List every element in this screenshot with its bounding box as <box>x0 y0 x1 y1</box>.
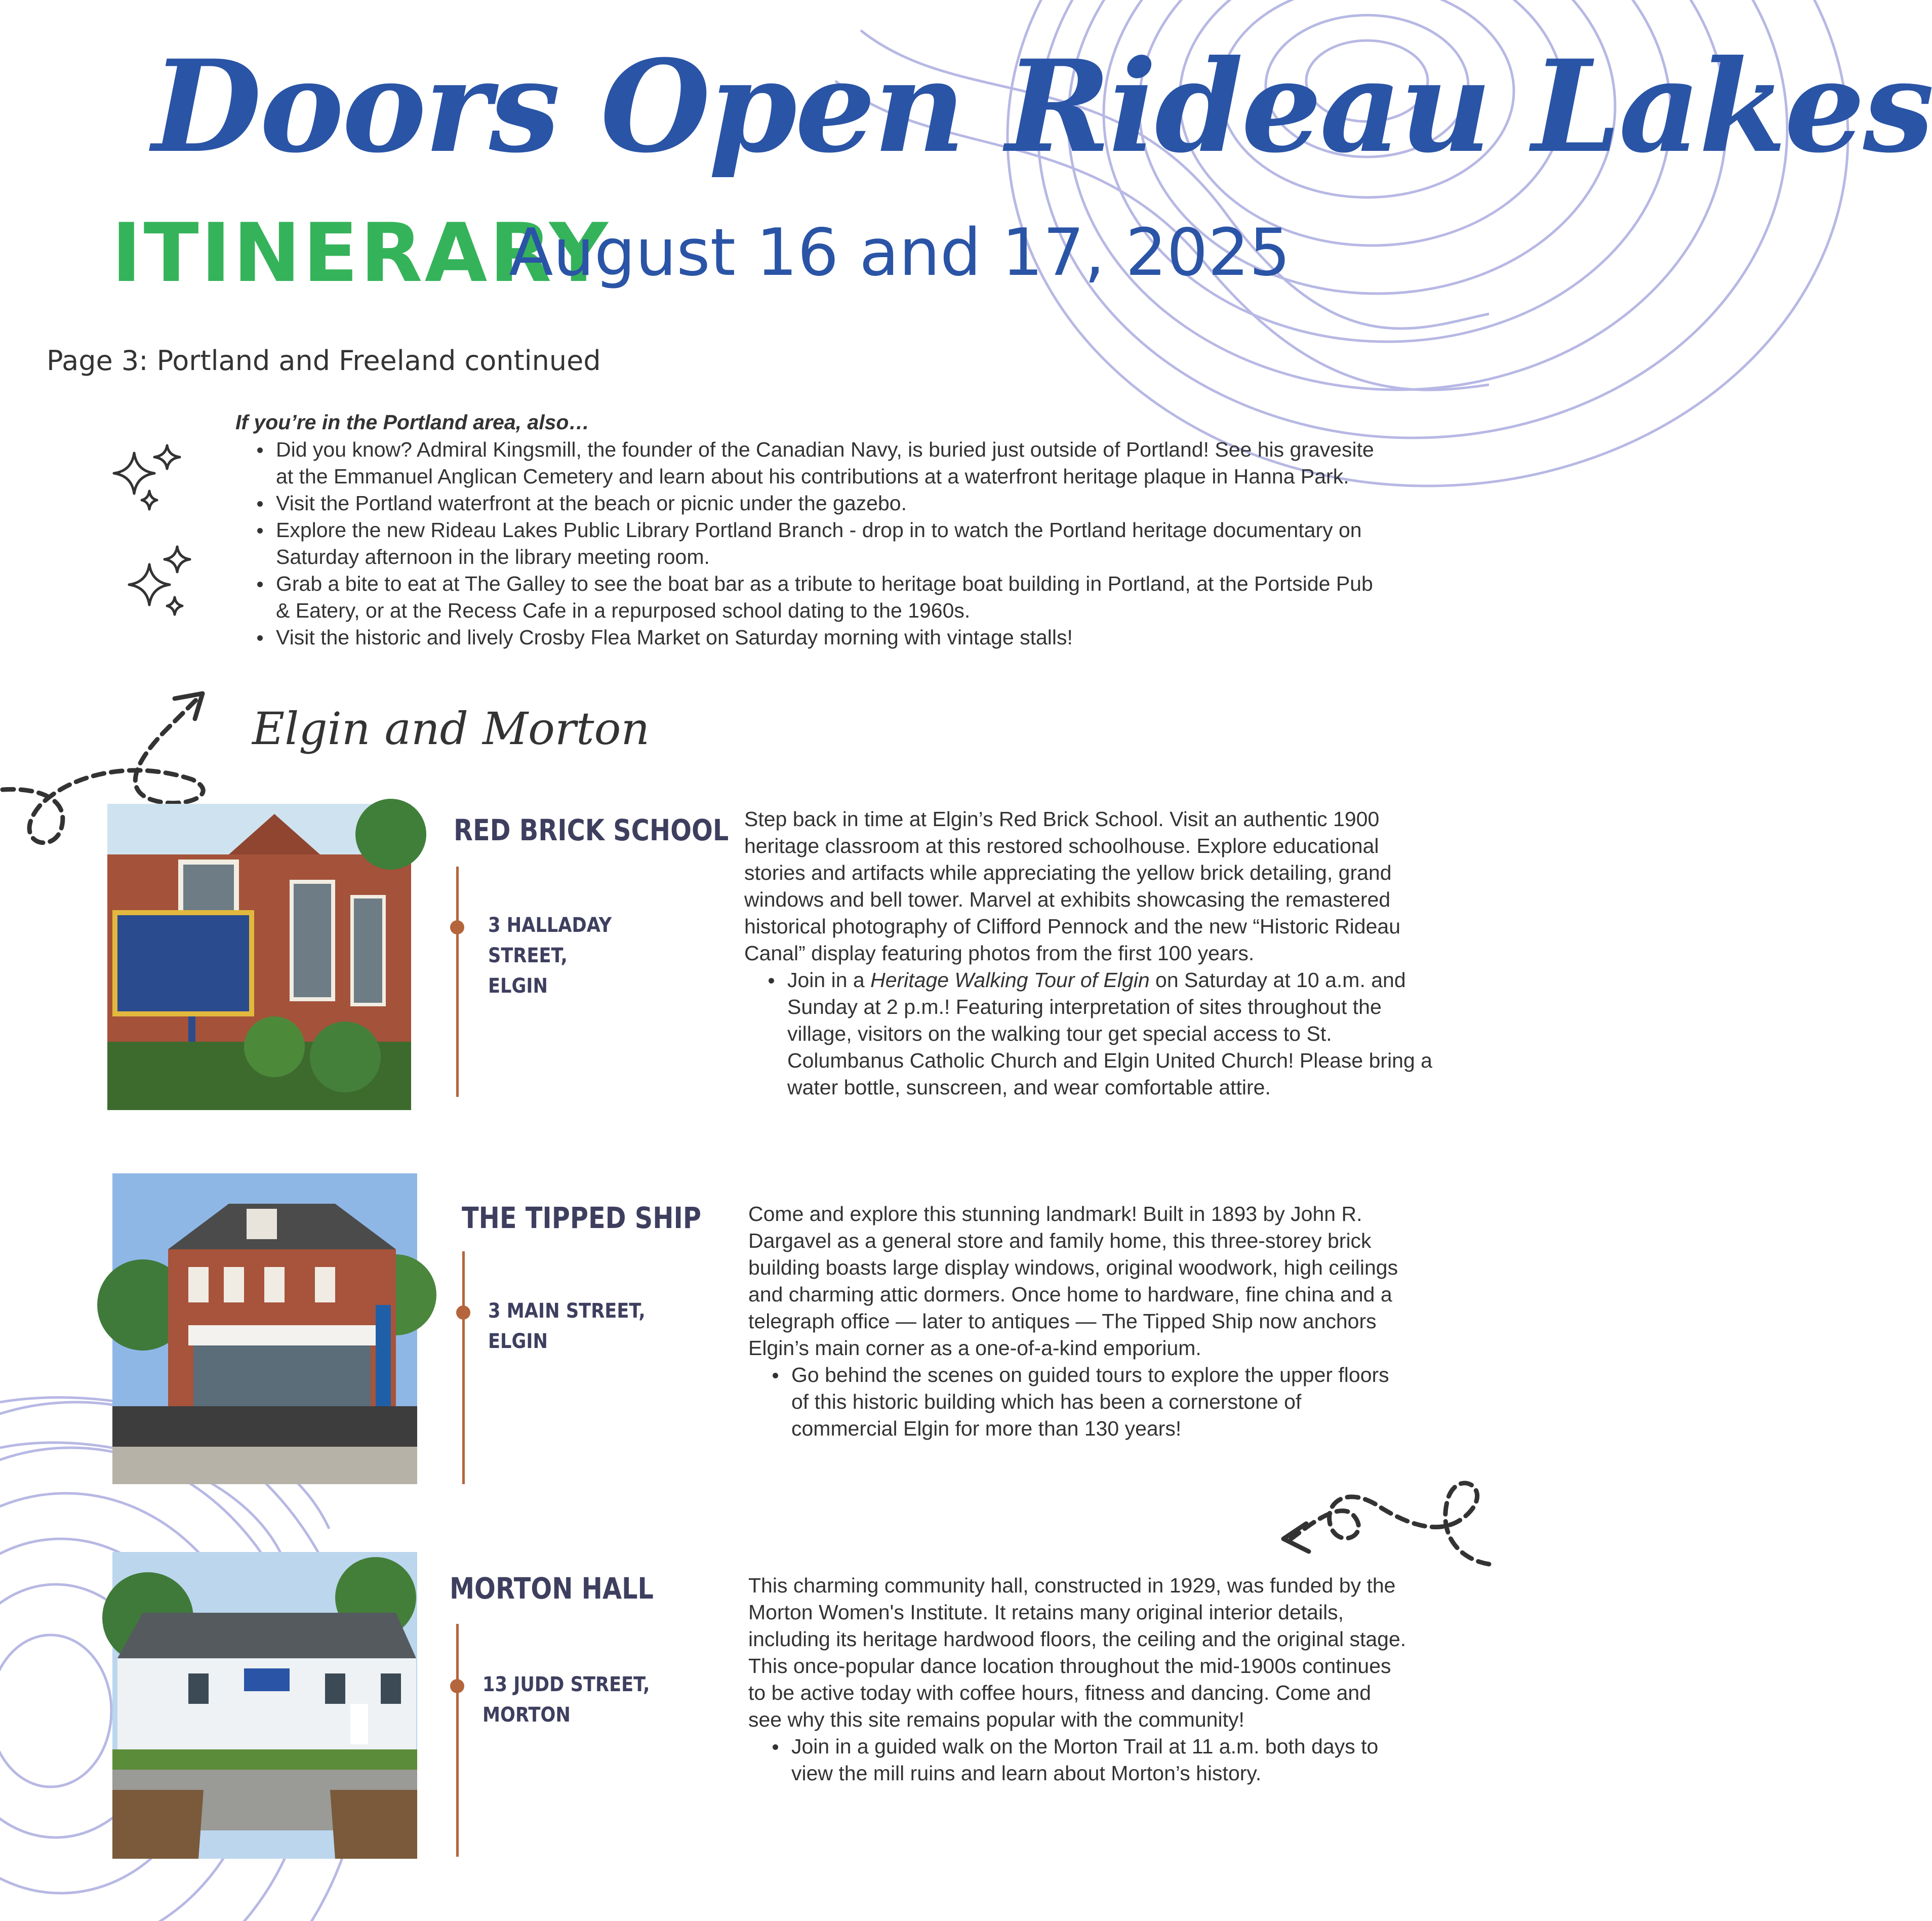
event-dates: August 16 and 17, 2025 <box>509 215 1291 291</box>
list-item: Explore the new Rideau Lakes Public Library Portland Branch - drop in to watch the Portland heritage documentary on Saturday afternoon in the library meeting room. <box>253 517 1387 570</box>
list-item: Visit the Portland waterfront at the beach or picnic under the gazebo. <box>253 490 1387 517</box>
venue-divider-line <box>456 867 459 1097</box>
list-item: Visit the historic and lively Crosby Flea Market on Saturday morning with vintage stalls! <box>253 624 1387 651</box>
venue-bullets <box>764 967 1438 1101</box>
venue-address <box>488 1296 675 1357</box>
portland-activities-list <box>253 436 1387 651</box>
address-line: 3 MAIN STREET, <box>488 1299 646 1323</box>
venue-description <box>748 1572 1406 1787</box>
portland-intro: If you’re in the Portland area, also… <box>235 411 590 434</box>
venue-name: RED BRICK SCHOOL <box>454 813 729 847</box>
sparkle-icon <box>122 542 208 623</box>
page-title: Doors Open Rideau Lakes <box>152 32 1932 181</box>
venue-marker-dot <box>456 1305 470 1320</box>
venue-description <box>748 1201 1406 1442</box>
venue-bullets <box>769 1362 1406 1442</box>
list-item: Join in a guided walk on the Morton Trail at 11 a.m. both days to view the mill ruins and learn about Morton’s history. <box>769 1733 1406 1787</box>
tipped-ship-photo <box>112 1173 417 1484</box>
venue-divider-line <box>456 1624 459 1857</box>
venue-address <box>482 1669 670 1730</box>
bullet-text: on Saturday at 10 a.m. and Sunday at 2 p.m.! Featuring interpretation of sites throughout the village, visitors on the walking tour get special access to St. Columbanus Catholic Church and Elgin United Church! Please bring a water bottle, sunscreen, and wear comfortable attire. <box>787 968 1432 1099</box>
description-text: Come and explore this stunning landmark! Built in 1893 by John R. Dargavel as a general store and family home, this three-storey brick building boasts large display windows, original woodwork, high ceilings and charming attic dormers. Once home to hardware, fine china and a telegraph office — later to antiques — The Tipped Ship now anchors Elgin’s main corner as a one-of-a-kind emporium. <box>748 1202 1398 1360</box>
page-label: Page 3: Portland and Freeland continued <box>47 345 601 377</box>
morton-hall-photo <box>112 1552 417 1859</box>
venue-marker-dot <box>450 920 464 934</box>
list-item: Grab a bite to eat at The Galley to see the boat bar as a tribute to heritage boat building in Portland, at the Portside Pub & Eatery, or at the Recess Cafe in a repurposed school dating to the 1960s. <box>253 570 1387 624</box>
address-line: 3 HALLADAY STREET, <box>488 914 612 967</box>
venue-description <box>744 806 1438 1101</box>
sparkle-icon <box>106 440 192 516</box>
venue-address <box>488 910 675 1001</box>
address-line: MORTON <box>482 1703 571 1727</box>
list-item: Go behind the scenes on guided tours to explore the upper floors of this historic building which has been a cornerstone of commercial Elgin for more than 130 years! <box>769 1362 1406 1442</box>
address-line: ELGIN <box>488 974 548 998</box>
address-line: ELGIN <box>488 1330 548 1353</box>
venue-bullets <box>769 1733 1406 1787</box>
list-item: Did you know? Admiral Kingsmill, the founder of the Canadian Navy, is buried just outside of Portland! See his gravesite at the Emmanuel Anglican Cemetery and learn about his contributions at a waterfront heritage plaque in Hanna Park. <box>253 436 1387 490</box>
venue-marker-dot <box>450 1679 464 1693</box>
walking-tour-name: Heritage Walking Tour of Elgin <box>870 968 1150 992</box>
venue-name: THE TIPPED SHIP <box>462 1201 701 1235</box>
section-title: Elgin and Morton <box>252 703 650 755</box>
address-line: 13 JUDD STREET, <box>482 1673 650 1696</box>
list-item <box>764 967 1438 1101</box>
bullet-text: Join in a <box>787 968 871 992</box>
description-text: This charming community hall, constructed in 1929, was funded by the Morton Women's Institute. It retains many original interior details, including its heritage hardwood floors, the ceiling and the original stage. This once-popular dance location throughout the mid-1900s continues to be active today with coffee hours, fitness and dancing. Come and see why this site remains popular with the community! <box>748 1574 1406 1731</box>
description-text: Step back in time at Elgin’s Red Brick School. Visit an authentic 1900 heritage classroom at this restored schoolhouse. Explore educational stories and artifacts while appreciating the yellow brick detailing, grand windows and bell tower. Marvel at exhibits showcasing the remastered historical photography of Clifford Pennock and the new “Historic Rideau Canal” display featuring photos from the first 100 years. <box>744 807 1401 965</box>
red-brick-school-photo <box>107 804 411 1110</box>
venue-name: MORTON HALL <box>450 1571 654 1606</box>
dashed-arrow-decoration <box>1276 1458 1489 1579</box>
itinerary-label: ITINERARY <box>111 206 610 300</box>
venue-divider-line <box>462 1251 465 1484</box>
